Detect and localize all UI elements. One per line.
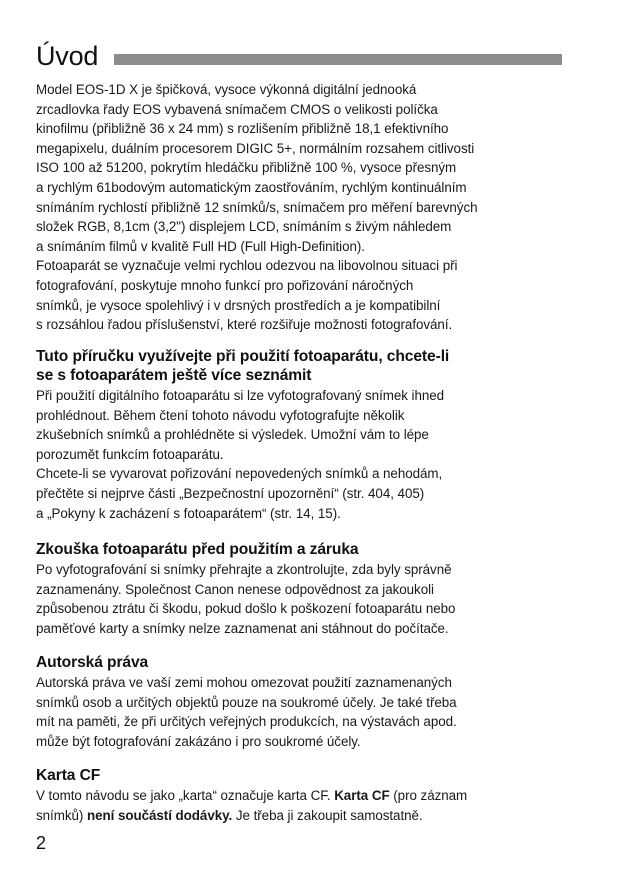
section-heading: Tuto příručku využívejte při použití fotoaparátu, chcete-li se s fotoaparátem ještě více seznámit [36,348,450,384]
page-title: Úvod [36,41,99,71]
cf-bold-not-included: není součástí dodávky. [86,807,233,823]
intro-paragraph-2: Fotoaparát se vyznačuje velmi rychlou odezvou na libovolnou situaci při fotografování, poskytuje mnoho funkcí pro pořizování náročných snímků, je vysoce spolehlivý i v drsných prostředích a je kompatibilní s rozsáhlou řadou příslušenství, které rozšiřuje možnosti fotografování. [36,258,458,333]
title-rule-bar [114,54,562,65]
intro-section [36,80,562,335]
page-number: 2 [36,833,47,853]
section-test-and-warranty [36,540,562,638]
cf-bold-card: Karta CF [334,788,390,803]
section-heading: Zkouška fotoaparátu před použitím a záruka [36,541,359,558]
cf-text-2: (pro záznam snímků) [36,788,468,823]
cf-text-1: V tomto návodu se jako „karta“ označuje karta CF. [36,788,335,803]
cf-card-paragraph [36,786,562,825]
section-paragraph: Autorská práva ve vaší zemi mohou omezovat použití zaznamenaných snímků osob a určitých objektů pouze na soukromé účely. Je také třeba mít na paměti, že při určitých veřejných produkcích, na výstavách apod. může být fotografování zakázáno i pro soukromé účely. [36,675,457,749]
cf-text-3: Je třeba ji zakoupit samostatně. [232,807,423,823]
section-copyright [36,653,562,751]
section-paragraph: Po vyfotografování si snímky přehrajte a zkontrolujte, zda byly správně zaznamenány. Společnost Canon nenese odpovědnost za jakoukoli způsobenou ztrátu či škodu, pokud došlo k poškození fotoaparátu nebo paměťové karty a snímky nelze zaznamenat ani stáhnout do počítače. [36,562,456,636]
section-paragraph: Při použití digitálního fotoaparátu si lze vyfotografovaný snímek ihned prohlédnout. Během čtení tohoto návodu vyfotografujte několik zkušebních snímků a prohlédněte si výsledek. Umožní vám to lépe porozumět funkcím fotoaparátu. [36,388,445,462]
section-paragraph: Chcete-li se vyvarovat pořizování nepovedených snímků a nehodám, přečtěte si nejprve části „Bezpečnostní upozornění“ (str. 404, 405) a „Pokyny k zacházení s fotoaparátem“ (str. 14, 15). [36,466,443,521]
section-cf-card [36,766,562,825]
section-how-to-use [36,347,562,523]
intro-paragraph-1: Model EOS-1D X je špičková, vysoce výkonná digitální jednooká zrcadlovka řady EOS vybavená snímačem CMOS o velikosti políčka kinofilmu (přibližně 36 x 24 mm) s rozlišením přibližně 18,1 efektivního megapixelu, duálním procesorem DIGIC 5+, normálním rozsahem citlivosti ISO 100 až 51200, pokrytím hledáčku přibližně 100 %, vysoce přesným a rychlým 61bodovým automatickým zaostřováním, rychlým kontinuálním snímáním rychlostí přibližně 12 snímků/s, snímačem pro měření barevných složek RGB, 8,1cm (3,2") displejem LCD, snímáním s živým náhledem a snímáním filmů v kvalitě Full HD (Full High-Definition). [36,82,478,254]
page-header [36,40,562,72]
section-heading: Karta CF [36,767,101,784]
section-heading: Autorská práva [36,654,149,671]
